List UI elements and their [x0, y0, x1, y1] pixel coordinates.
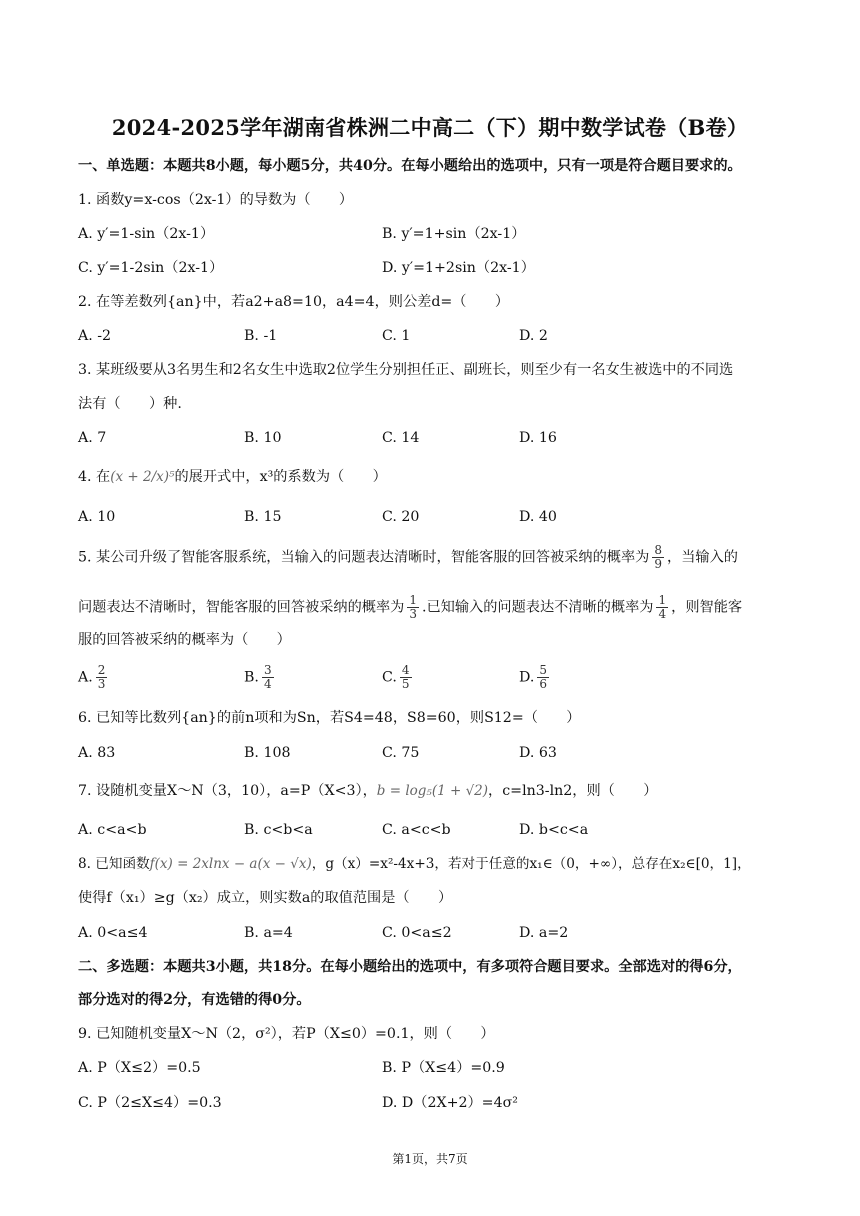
fraction-numerator: 3	[263, 663, 272, 677]
fraction-denominator: 4	[263, 677, 272, 691]
section-heading-multi-choice-line-2: 部分选对的得2分，有选错的得0分。	[78, 992, 311, 1008]
fraction-denominator: 4	[658, 607, 667, 621]
page-title: 2024-2025学年湖南省株洲二中高二（下）期中数学试卷（B卷）	[111, 115, 749, 140]
question-5-text-3: 问题表达不清晰时，智能客服的回答被采纳的概率为	[78, 599, 405, 616]
fraction-denominator: 3	[409, 607, 417, 621]
question-6-option-a: A. 83	[78, 745, 116, 761]
question-1-option-b: B. y′=1+sin（2x-1）	[382, 226, 526, 242]
question-3-option-b: B. 10	[244, 430, 282, 446]
question-3-option-a: A. 7	[78, 430, 107, 446]
question-1-stem: 1. 函数y=x-cos（2x-1）的导数为（ ）	[78, 192, 354, 208]
question-2-stem: 2. 在等差数列{an}中，若a2+a8=10，a4=4，则公差d=（ ）	[78, 294, 510, 310]
question-6-option-b: B. 108	[244, 745, 291, 761]
question-7-option-c: C. a<c<b	[382, 822, 451, 838]
question-6-option-c: C. 75	[382, 745, 420, 761]
binomial-expression: (x + 2/x)⁵	[110, 469, 175, 485]
fraction-numerator: 2	[97, 663, 106, 677]
question-4-prefix: 4. 在	[78, 469, 111, 485]
question-9-option-b: B. P（X≤4）=0.9	[382, 1060, 505, 1076]
question-2-option-a: A. -2	[78, 328, 112, 344]
question-1-option-d: D. y′=1+2sin（2x-1）	[382, 260, 535, 276]
question-9-option-d: D. D（2X+2）=4σ²	[382, 1095, 518, 1111]
question-8-suffix: ，g（x）=x²-4x+3，若对于任意的x₁∈（0，+∞），总存在x₂∈[0，1]，	[311, 856, 751, 872]
fraction-numerator: 1	[409, 593, 417, 607]
option-label: A.	[78, 669, 93, 686]
question-5-stem-line-3: 服的回答被采纳的概率为（ ）	[78, 632, 291, 648]
fraction-denominator: 9	[654, 557, 663, 571]
fraction-numerator: 5	[539, 663, 548, 677]
question-2-option-c: C. 1	[382, 328, 411, 344]
question-7-stem	[78, 781, 793, 801]
question-9-stem: 9. 已知随机变量X～N（2，σ²），若P（X≤0）=0.1，则（ ）	[78, 1026, 495, 1042]
question-8-stem-line-1	[78, 854, 793, 874]
question-8-option-b: B. a=4	[244, 925, 293, 941]
question-1-option-a: A. y′=1-sin（2x-1）	[78, 226, 215, 242]
question-5-option-c	[382, 664, 415, 691]
question-9-option-a: A. P（X≤2）=0.5	[78, 1060, 201, 1076]
question-5-stem-line-1	[78, 544, 793, 571]
question-8-stem-line-2: 使得f（x₁）≥g（x₂）成立，则实数a的取值范围是（ ）	[78, 890, 453, 906]
fraction-numerator: 4	[401, 663, 410, 677]
question-9-option-c: C. P（2≤X≤4）=0.3	[78, 1095, 222, 1111]
fraction-8-9	[652, 544, 664, 571]
fraction-denominator: 5	[401, 677, 410, 691]
question-5-text-5: ，则智能客	[671, 599, 743, 616]
question-2-option-d: D. 2	[519, 328, 548, 344]
question-7-prefix: 7. 设随机变量X～N（3，10），a=P（X<3），	[78, 783, 377, 799]
question-1-option-c: C. y′=1-2sin（2x-1）	[78, 260, 224, 276]
question-4-option-b: B. 15	[244, 509, 282, 525]
section-heading-single-choice: 一、单选题：本题共8小题，每小题5分，共40分。在每小题给出的选项中，只有一项是符合题目要求的。	[78, 158, 742, 174]
question-5-text-4: .已知输入的问题表达不清晰的概率为	[421, 599, 654, 616]
question-3-stem-line-2: 法有（ ）种.	[78, 396, 182, 412]
question-5-stem-line-2	[78, 594, 793, 621]
question-3-option-d: D. 16	[519, 430, 557, 446]
question-4-option-a: A. 10	[78, 509, 116, 525]
question-5-text-2: ，当输入的	[667, 549, 738, 566]
question-3-stem-line-1: 3. 某班级要从3名男生和2名女生中选取2位学生分别担任正、副班长，则至少有一名女生被选中的不同选	[78, 362, 734, 378]
question-5-option-d	[519, 664, 552, 691]
page-footer: 第1页，共7页	[392, 1152, 468, 1166]
question-3-option-c: C. 14	[382, 430, 420, 446]
question-8-option-c: C. 0<a≤2	[382, 925, 452, 941]
question-6-stem: 6. 已知等比数列{an}的前n项和为Sn，若S4=48，S8=60，则S12=（ ）	[78, 710, 581, 726]
question-7-suffix: ，c=ln3-ln2，则（ ）	[488, 783, 658, 799]
fraction-1-4	[656, 594, 668, 621]
question-8-option-a: A. 0<a≤4	[78, 925, 148, 941]
fraction-numerator: 1	[658, 593, 667, 607]
question-4-stem	[78, 467, 793, 487]
question-7-option-b: B. c<b<a	[244, 822, 313, 838]
function-expression: f(x) = 2xlnx − a(x − √x)	[149, 856, 312, 872]
question-4-option-c: C. 20	[382, 509, 420, 525]
question-5-option-b	[244, 664, 277, 691]
question-7-option-d: D. b<c<a	[519, 822, 589, 838]
fraction-denominator: 6	[539, 677, 548, 691]
option-label: B.	[244, 669, 259, 686]
fraction-1-3	[407, 594, 419, 621]
section-heading-multi-choice-line-1: 二、多选题：本题共3小题，共18分。在每小题给出的选项中，有多项符合题目要求。全部选对的得6分，	[78, 959, 742, 975]
question-8-prefix: 8. 已知函数	[78, 856, 150, 872]
question-4-option-d: D. 40	[519, 509, 557, 525]
option-label: C.	[382, 669, 397, 686]
fraction-numerator: 8	[654, 543, 663, 557]
question-8-option-d: D. a=2	[519, 925, 569, 941]
question-5-option-a	[78, 664, 110, 691]
question-2-option-b: B. -1	[244, 328, 278, 344]
question-7-option-a: A. c<a<b	[78, 822, 147, 838]
question-4-suffix: 的展开式中，x³的系数为（ ）	[174, 469, 387, 485]
option-label: D.	[519, 669, 535, 686]
log-expression: b = log₅(1 + √2)	[376, 783, 489, 799]
question-6-option-d: D. 63	[519, 745, 557, 761]
fraction-denominator: 3	[97, 677, 106, 691]
question-5-text-1: 5. 某公司升级了智能客服系统，当输入的问题表达清晰时，智能客服的回答被采纳的概率为	[78, 549, 650, 566]
